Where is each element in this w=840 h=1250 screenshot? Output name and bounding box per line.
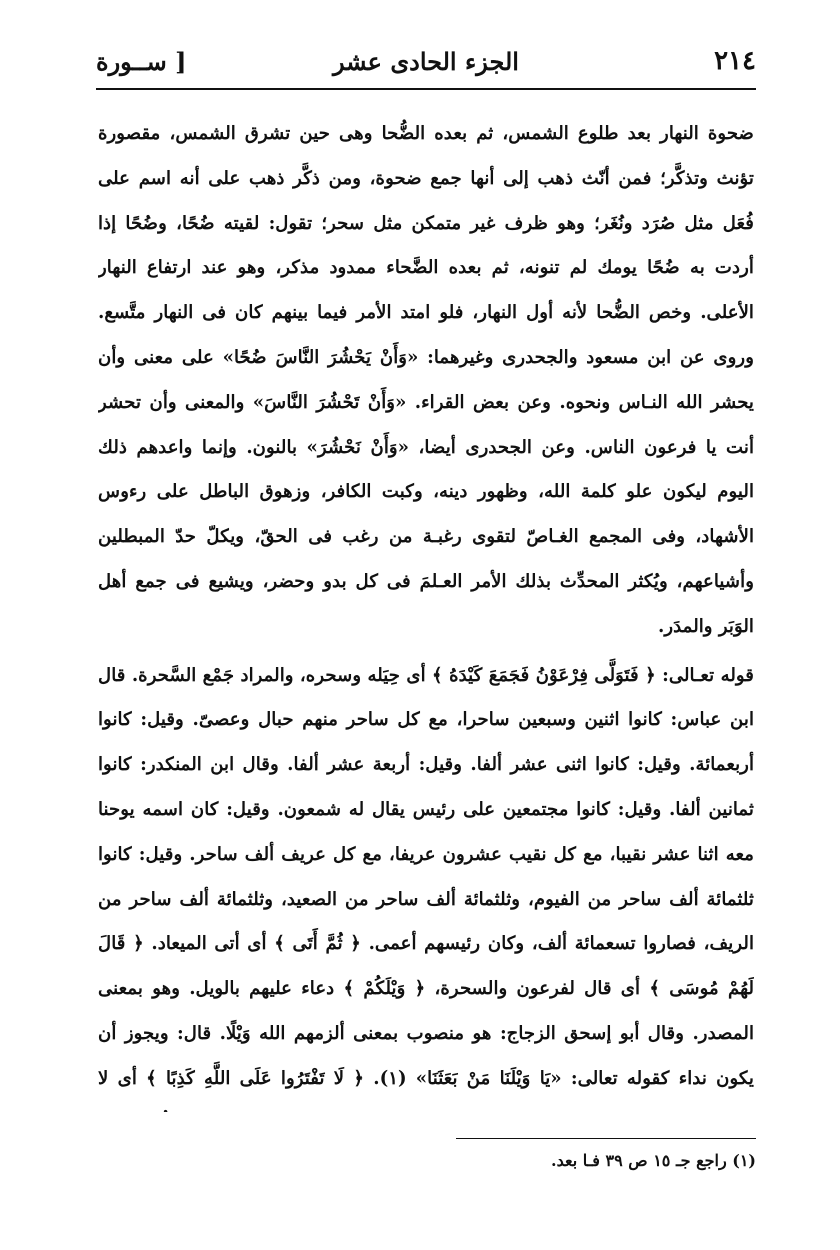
footnote-divider	[456, 1138, 756, 1139]
paragraph-1: ضحوة النهار بعد طلوع الشمس، ثم بعده الضُّحا وهى حين تشرق الشمس، مقصورة تؤنث وتذكَّر؛ فمن أنّث ذهب إلى أنها جمع ضحوة، ومن ذكَّر ذهب على أنه اسم على فُعَل مثل صُرَد ونُغَر؛ وهو ظرف غير متمكن مثل سحر؛ تقول: لقيته ضُحًا، وضُحًا إذا أردت به ضُحًا يومك لم تنونه، ثم بعده الضَّحاء ممدود مذكر، وهو عند ارتفاع النهار الأعلى. وخص الضُّحا لأنه أول النهار، فلو امتد الأمر فيما بينهم كان فى النهار متَّسع. وروى عن ابن مسعود والجحدرى وغيرهما: «وَأَنْ يَحْشُرَ النَّاسَ ضُحًا» على معنى وأن يحشر الله النـاس ونحوه. وعن بعض القراء. «وَأَنْ تَحْشُرَ النَّاسَ» والمعنى وأن تحشر أنت يا فرعون الناس. وعن الجحدرى أيضا، «وَأَنْ نَحْشُرَ» بالنون. وإنما واعدهم ذلك اليوم ليكون علو كلمة الله، وظهور دينه، وكبت الكافر، وزهوق الباطل على رءوس الأشهاد، وفى المجمع الغـاصّ لتقوى رغبـة من رغب فى الحقّ، ويكلّ حدّ المبطلين وأشياعهم، ويُكثر المحدِّث بذلك الأمر العـلمَ فى كل بدو وحضر، ويشيع فى جمع أهل الوَبَر والمدَر.	[98, 123, 754, 637]
body-text	[98, 112, 754, 1112]
running-title: الجزء الحادى عشر	[333, 46, 519, 76]
surah-label: [ ســورة	[96, 46, 187, 76]
page-header	[96, 40, 756, 82]
header-divider	[96, 88, 756, 90]
paragraph-2: قوله تعـالى: ﴿ فَتَوَلَّى فِرْعَوْنُ فَجَمَعَ كَيْدَهُ ﴾ أى حِيَله وسحره، والمراد جَمْع السَّحرة. قال ابن عباس: كانوا اثنين وسبعين ساحرا، مع كل ساحر منهم حبال وعصىّ. وقيل: كانوا أربعمائة. وقيل: كانوا اثنى عشر ألفا. وقيل: أربعة عشر ألفا. وقال ابن المنكدر: كانوا ثمانين ألفا. وقيل: كانوا مجتمعين على رئيس يقال له شمعون. وقيل: كان اسمه يوحنا معه اثنا عشر نقيبا، مع كل نقيب عشرون عريفا، مع كل عريف ألف ساحر. وقيل: كانوا ثلثمائة ألف ساحر من الفيوم، وثلثمائة ألف ساحر من الصعيد، وثلثمائة ألف ساحر من الريف، فصاروا تسعمائة ألف، وكان رئيسهم أعمى. ﴿ ثُمَّ أَتَى ﴾ أى أتى الميعاد. ﴿ قَالَ لَهُمْ مُوسَى ﴾ أى قال لفرعون والسحرة، ﴿ وَيْلَكُمْ ﴾ دعاء عليهم بالويل. وهو بمعنى المصدر. وقال أبو إسحق الزجاج: هو منصوب بمعنى ألزمهم الله وَيْلًا. قال: ويجوز أن يكون نداء كقوله تعالى: «يَا وَيْلَنَا مَنْ بَعَثَنَا» (١). ﴿ لَا تَفْتَرُوا عَلَى اللَّهِ كَذِبًا ﴾ أى لا	[98, 664, 754, 1089]
footnote: (١) راجع جـ ١٥ ص ٣٩ فـا بعد.	[551, 1151, 756, 1170]
page-number: ٢١٤	[714, 46, 756, 76]
